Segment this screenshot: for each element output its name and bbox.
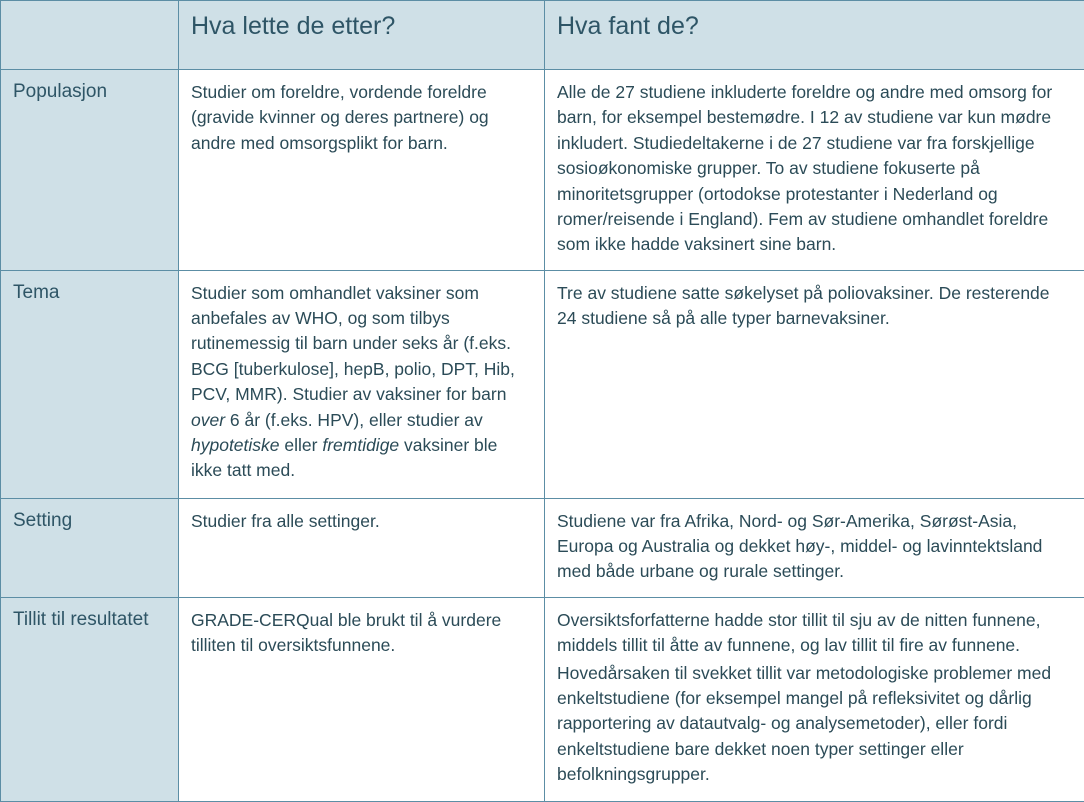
tema-text-part4: vaksiner ble ikke tatt med. bbox=[191, 435, 497, 480]
cell-tema-findings: Tre av studiene satte søkelyset på poliovaksiner. De resterende 24 studiene så på alle typer barnevaksiner. bbox=[545, 270, 1084, 498]
table-header bbox=[1, 1, 1084, 70]
tema-text-part3: eller bbox=[280, 435, 323, 455]
row-label-populasjon: Populasjon bbox=[1, 70, 179, 271]
table-corner-cell bbox=[1, 1, 179, 70]
cell-tillit-criteria: GRADE-CERQual ble brukt til å vurdere tilliten til oversiktsfunnene. bbox=[179, 597, 545, 802]
tema-emphasis-hypotetiske: hypotetiske bbox=[191, 435, 280, 455]
row-label-tema: Tema bbox=[1, 270, 179, 498]
table-row bbox=[1, 270, 1084, 498]
row-label-tillit-til-resultatet: Tillit til resultatet bbox=[1, 597, 179, 802]
cell-tema-criteria bbox=[179, 270, 545, 498]
tema-emphasis-over: over bbox=[191, 410, 225, 430]
tillit-findings-paragraph-2: Hovedårsaken til svekket tillit var metodologiske problemer med enkeltstudiene (for eksempel mangel på refleksivitet og dårlig rapportering av datautvalg- og analysemetoder), eller fordi enkeltstudiene bare dekket noen typer settinger eller befolkningsgrupper. bbox=[557, 661, 1072, 788]
cell-populasjon-criteria: Studier om foreldre, vordende foreldre (gravide kvinner og deres partnere) og andre med omsorgsplikt for barn. bbox=[179, 70, 545, 271]
table-header-what-they-found: Hva fant de? bbox=[545, 1, 1084, 70]
cell-tema-criteria-text bbox=[191, 281, 532, 484]
table-header-what-they-looked-for: Hva lette de etter? bbox=[179, 1, 545, 70]
cell-populasjon-findings: Alle de 27 studiene inkluderte foreldre og andre med omsorg for barn, for eksempel bestemødre. I 12 av studiene var kun mødre inkludert. Studiedeltakerne i de 27 studiene var fra forskjellige sosioøkonomiske grupper. To av studiene fokuserte på minoritetsgrupper (ortodokse protestanter i Nederland og romer/reisende i England). Fem av studiene omhandlet foreldre som ikke hadde vaksinert sine barn. bbox=[545, 70, 1084, 271]
table-header-row bbox=[1, 1, 1084, 70]
tema-emphasis-fremtidige: fremtidige bbox=[322, 435, 399, 455]
table-body bbox=[1, 70, 1084, 802]
cell-setting-findings: Studiene var fra Afrika, Nord- og Sør-Amerika, Sørøst-Asia, Europa og Australia og dekket høy-, middel- og lavinntektsland med både urbane og rurale settinger. bbox=[545, 498, 1084, 597]
tillit-findings-paragraph-1: Oversiktsforfatterne hadde stor tillit til sju av de nitten funnene, middels tillit til åtte av funnene, og lav tillit til fire av funnene. bbox=[557, 608, 1072, 659]
table-row bbox=[1, 70, 1084, 271]
table-row bbox=[1, 498, 1084, 597]
tema-text-part1: Studier som omhandlet vaksiner som anbefales av WHO, og som tilbys rutinemessig til barn under seks år (f.eks. BCG [tuberkulose], hepB, polio, DPT, Hib, PCV, MMR). Studier av vaksiner for barn bbox=[191, 283, 515, 405]
table-row bbox=[1, 597, 1084, 802]
tema-text-part2: 6 år (f.eks. HPV), eller studier av bbox=[225, 410, 483, 430]
row-label-setting: Setting bbox=[1, 498, 179, 597]
cell-setting-criteria: Studier fra alle settinger. bbox=[179, 498, 545, 597]
cell-tillit-findings bbox=[545, 597, 1084, 802]
